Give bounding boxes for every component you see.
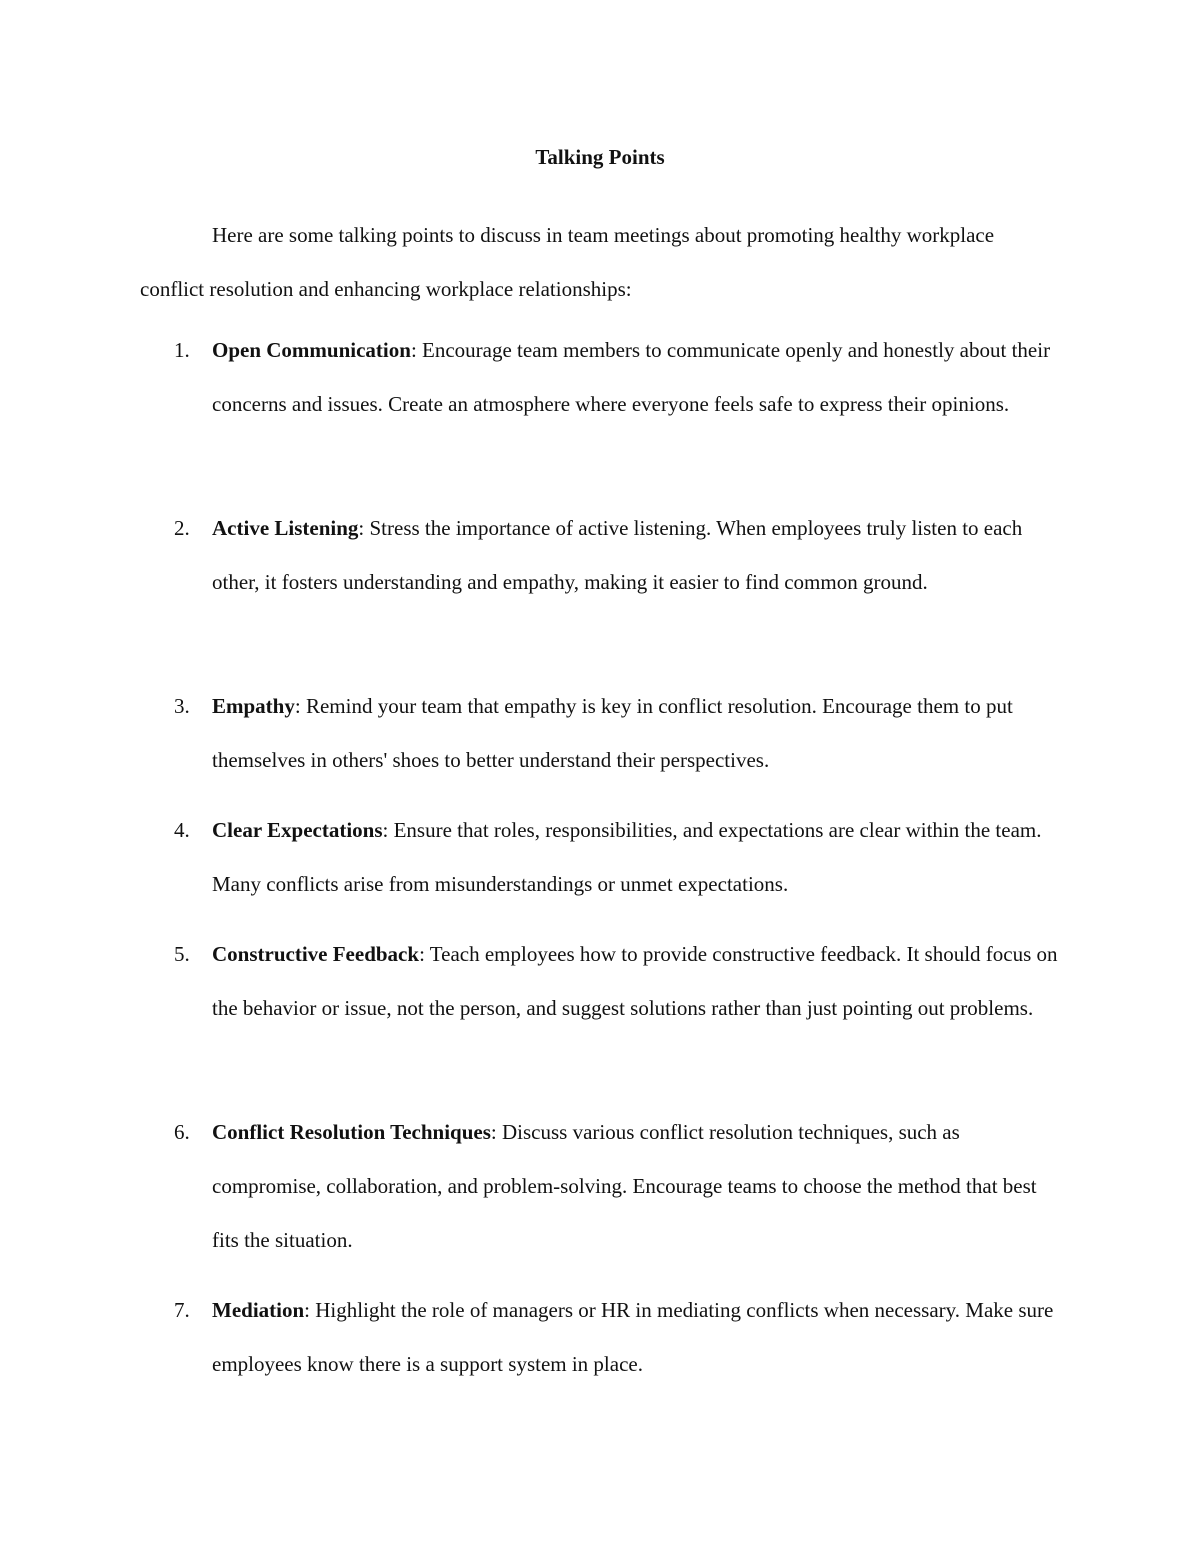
list-item-term: Open Communication: [212, 338, 411, 362]
list-item-text: : Remind your team that empathy is key in conflict resolution. Encourage them to put themselves in others' shoes to better understand their perspectives.: [212, 694, 1013, 772]
list-item-body: [212, 1105, 1062, 1267]
list-item-text: : Highlight the role of managers or HR in mediating conflicts when necessary. Make sure employees know there is a support system in place.: [212, 1298, 1054, 1376]
list-item-body: [212, 679, 1062, 787]
list-item-term: Mediation: [212, 1298, 305, 1322]
list-item-text: : Stress the importance of active listening. When employees truly listen to each other, it fosters understanding and empathy, making it easier to find common ground.: [212, 516, 1023, 594]
list-item-number: 7.: [174, 1298, 190, 1322]
list-item-body: [212, 927, 1062, 1035]
list-item-body: [212, 323, 1062, 431]
intro-paragraph: Here are some talking points to discuss in team meetings about promoting healthy workplace conflict resolution and enhancing workplace relationships:: [140, 223, 995, 301]
list-item-number: 5.: [174, 942, 190, 966]
list-item-text: : Ensure that roles, responsibilities, and expectations are clear within the team. Many conflicts arise from misunderstandings or unmet expectations.: [212, 818, 1042, 896]
list-item-text: : Discuss various conflict resolution techniques, such as compromise, collaboration, and problem-solving. Encourage teams to choose the method that best fits the situation.: [212, 1120, 1037, 1252]
list-item-term: Conflict Resolution Techniques: [212, 1120, 491, 1144]
list-item-term: Empathy: [212, 694, 295, 718]
list-item-text: : Teach employees how to provide constructive feedback. It should focus on the behavior or issue, not the person, and suggest solutions rather than just pointing out problems.: [212, 942, 1058, 1020]
list-item-number: 3.: [174, 694, 190, 718]
list-item-number: 4.: [174, 818, 190, 842]
list-item-body: [212, 803, 1062, 911]
list-item-term: Clear Expectations: [212, 818, 383, 842]
list-item-text: : Encourage team members to communicate openly and honestly about their concerns and issues. Create an atmosphere where everyone feels safe to express their opinions.: [212, 338, 1051, 416]
document-title: Talking Points: [535, 145, 665, 169]
list-item-body: [212, 501, 1062, 609]
list-item-body: [212, 1283, 1062, 1391]
list-item-number: 6.: [174, 1120, 190, 1144]
list-item-number: 1.: [174, 338, 190, 362]
list-item-number: 2.: [174, 516, 190, 540]
list-item-term: Active Listening: [212, 516, 359, 540]
list-item-term: Constructive Feedback: [212, 942, 420, 966]
